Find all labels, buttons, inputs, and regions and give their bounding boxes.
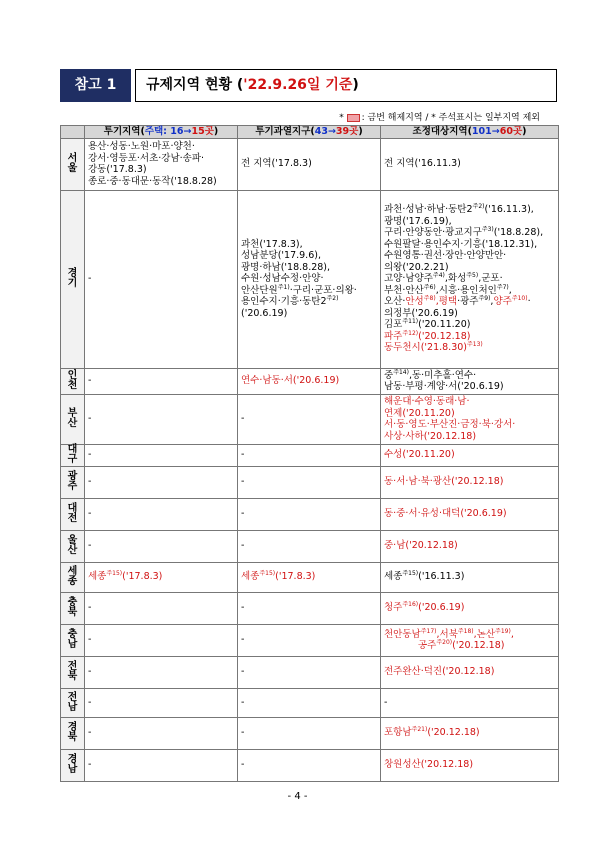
speculation-cell: - (85, 394, 238, 444)
overheated-cell: - (238, 656, 381, 688)
table-header-row (61, 126, 559, 139)
table-row-gyeongnam (61, 749, 559, 781)
overheated-cell: - (238, 444, 381, 466)
adjustment-cell: - (381, 688, 559, 717)
region-label: 세 종 (61, 562, 85, 592)
overheated-cell: - (238, 624, 381, 656)
header-overheated-zone: 투기과열지구(43→39곳) (238, 126, 381, 139)
title-close: ) (352, 77, 359, 93)
region-label: 충 북 (61, 592, 85, 624)
region-label: 대 구 (61, 444, 85, 466)
overheated-cell: - (238, 717, 381, 749)
speculation-cell: - (85, 466, 238, 498)
table-row-gyeonggi (61, 190, 559, 368)
title-text: 규제지역 현황 ( (146, 77, 244, 93)
adjustment-cell: 중·남('20.12.18) (381, 530, 559, 562)
overheated-cell: - (238, 498, 381, 530)
adjustment-cell: 천안동남$^{주17)}$,서북$^{주18)}$,논산$^{주19)}$, 공주$^{주20)}$('20.12.18) (381, 624, 559, 656)
region-label: 경 북 (61, 717, 85, 749)
table-row-chungbuk (61, 592, 559, 624)
region-label: 부 산 (61, 394, 85, 444)
reference-label: 참고 1 (60, 69, 131, 102)
table-row-daegu (61, 444, 559, 466)
page-title (135, 69, 557, 102)
legend-swatch (347, 114, 360, 122)
speculation-cell: - (85, 749, 238, 781)
page-number: - 4 - (287, 791, 308, 802)
speculation-cell: - (85, 592, 238, 624)
region-label: 서 울 (61, 138, 85, 190)
table-row-ulsan (61, 530, 559, 562)
overheated-cell: 전 지역('17.8.3) (238, 138, 381, 190)
adjustment-cell: 세종$^{주15)}$('16.11.3) (381, 562, 559, 592)
overheated-cell: 세종$^{주15)}$('17.8.3) (238, 562, 381, 592)
region-label: 전 남 (61, 688, 85, 717)
region-label: 대 전 (61, 498, 85, 530)
title-bar (60, 69, 557, 102)
legend-text: : 금번 해제지역 / * 주석표시는 일부지역 제외 (361, 113, 540, 123)
speculation-cell: - (85, 717, 238, 749)
region-label: 경 기 (61, 190, 85, 368)
overheated-cell: - (238, 394, 381, 444)
adjustment-cell: 전 지역('16.11.3) (381, 138, 559, 190)
table-row-jeonnam (61, 688, 559, 717)
speculation-cell: - (85, 444, 238, 466)
table-row-seoul (61, 138, 559, 190)
table-row-gyeongbuk (61, 717, 559, 749)
adjustment-cell: 포항남$^{주21)}$('20.12.18) (381, 717, 559, 749)
overheated-cell: - (238, 466, 381, 498)
adjustment-cell: 과천·성남·하남·동탄$2^{주2)}('16.11.3)$, 광명('17.6.19), 구리·안양동안·광교지구$^{주3)}$('18.8.28), 수원팔달·용인수지·기흥('18.12.31), 수원영통·권선·장안·안양만안· 의왕('20.2.21) 고양·남양주$^{주4)}$,화성$^{주5)}$,군포· 부천·안산$^{주6)}$,시흥·용인처인$^{주7)}$, 오산·안성$^{주8)}$,평택·광주$^{주9)}$,양주$^{주10)}$· 의정부('20.6.19) 김포$^{주11)}$('20.11.20) 파주$^{주12)}$('20.12.18) 동두천시$('21.8.30)^{주13)}$ (381, 190, 559, 368)
adjustment-cell: 전주완산·덕진('20.12.18) (381, 656, 559, 688)
overheated-cell: - (238, 749, 381, 781)
table-row-busan (61, 394, 559, 444)
overheated-cell: - (238, 592, 381, 624)
speculation-cell: - (85, 624, 238, 656)
table-row-daejeon (61, 498, 559, 530)
adjustment-cell: 동·중·서·유성·대덕('20.6.19) (381, 498, 559, 530)
table-row-sejong (61, 562, 559, 592)
speculation-cell: - (85, 368, 238, 394)
speculation-cell: 용산·성동·노원·마포·양천· 강서·영등포·서초·강남·송파· 강동('17.8.3) 종로·중·동대문·동작('18.8.28) (85, 138, 238, 190)
speculation-cell: 세종$^{주15)}$('17.8.3) (85, 562, 238, 592)
adjustment-cell: 중$^{주14)}$,동·미추홀·연수· 남동·부평·계양·서('20.6.19) (381, 368, 559, 394)
region-label: 인 천 (61, 368, 85, 394)
overheated-cell: - (238, 688, 381, 717)
region-label: 충 남 (61, 624, 85, 656)
region-label: 광 주 (61, 466, 85, 498)
overheated-cell: - (238, 530, 381, 562)
table-row-gwangju (61, 466, 559, 498)
adjustment-cell: 동·서·남·북·광산('20.12.18) (381, 466, 559, 498)
title-date: '22.9.26일 기준 (243, 77, 353, 93)
overheated-cell: 연수·남동·서('20.6.19) (238, 368, 381, 394)
adjustment-cell: 청주$^{주16)}$('20.6.19) (381, 592, 559, 624)
region-label: 울 산 (61, 530, 85, 562)
adjustment-cell: 해운대·수영·동래·남· 연제('20.11.20) 서·동·영도·부산진·금정·북·강서· 사상·사하('20.12.18) (381, 394, 559, 444)
legend-note: * : 금번 해제지역 / * 주석표시는 일부지역 제외 (339, 113, 540, 123)
speculation-cell: - (85, 190, 238, 368)
speculation-cell: - (85, 530, 238, 562)
speculation-cell: - (85, 688, 238, 717)
regulation-table (60, 125, 559, 782)
speculation-cell: - (85, 656, 238, 688)
adjustment-cell: 창원성산('20.12.18) (381, 749, 559, 781)
speculation-cell: - (85, 498, 238, 530)
table-row-jeonbuk (61, 656, 559, 688)
table-row-chungnam (61, 624, 559, 656)
header-speculation-zone: 투기지역(주택: 16→15곳) (85, 126, 238, 139)
region-label: 전 북 (61, 656, 85, 688)
table-row-incheon (61, 368, 559, 394)
header-region (61, 126, 85, 139)
region-label: 경 남 (61, 749, 85, 781)
header-adjustment-zone: 조정대상지역(101→60곳) (381, 126, 559, 139)
overheated-cell: 과천('17.8.3), 성남분당('17.9.6), 광명·하남('18.8.28), 수원·성남수정·안양· 안산단원$^{주1)}$·구리·군포·의왕· 용인수지·기흥·동탄$2^{주2)}('20.6.19)$ (238, 190, 381, 368)
adjustment-cell: 수성('20.11.20) (381, 444, 559, 466)
